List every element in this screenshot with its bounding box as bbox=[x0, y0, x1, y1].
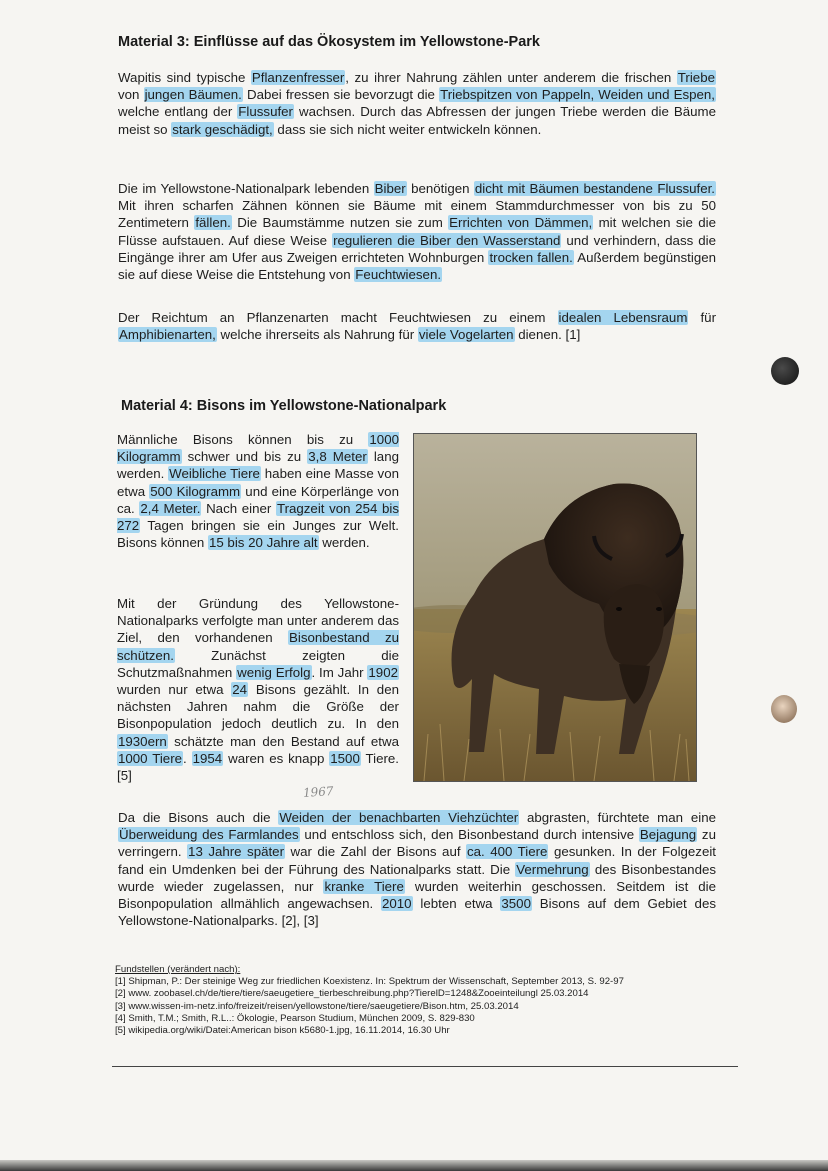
bison-illustration bbox=[414, 434, 696, 781]
highlighted-phrase: 24 bbox=[232, 682, 248, 698]
highlighted-phrase: 1954 bbox=[192, 750, 223, 766]
highlighted-phrase: kranke Tiere bbox=[324, 878, 404, 894]
material3-title: Material 3: Einflüsse auf das Ökosystem im Yellowstone-Park bbox=[118, 34, 541, 50]
highlighted-phrase: Vermehrung bbox=[516, 861, 589, 877]
highlighted-phrase: 1902 bbox=[368, 664, 398, 680]
highlighted-phrase: stark geschädigt, bbox=[172, 121, 273, 137]
highlighted-phrase: Flussufer bbox=[238, 104, 293, 120]
highlighted-phrase: 1500 bbox=[330, 750, 360, 766]
highlighted-phrase: jungen Bäumen. bbox=[144, 87, 242, 103]
material3-paragraph-wapitis: Wapitis sind typische Pflanzenfresser, zu ihrer Nahrung zählen unter anderem die frischen Triebe von jungen Bäumen. Dabei fressen sie bevorzugt die Triebspitzen von Pappeln, Weiden und Espen, welche entlang der Flussufer wachsen. Durch das Abfressen der jungen Triebe werden die Bäume meist so stark geschädigt, dass sie sich nicht weiter entwickeln können. bbox=[118, 70, 716, 137]
material4-paragraph-bejagung: Da die Bisons auch die Weiden der benachbarten Viehzüchter abgrasten, fürchtete man eine Überweidung des Farmlandes und entschloss sich, den Bisonbestand durch intensive Bejagung zu verringern. 13 Jahre später war die Zahl der Bisons auf ca. 400 Tiere gesunken. In der Folgezeit fand ein Umdenken bei der Führung des Nationalparks statt. Die Vermehrung des Bisonbestandes wurde wieder zugelassen, nur kranke Tiere wurden weiterhin geschossen. Seitdem ist die Bisonpopulation allmählich angewachsen. 2010 lebten etwa 3500 Bisons auf dem Gebiet des Yellowstone-Nationalparks. [2], [3] bbox=[118, 810, 717, 929]
highlighted-phrase: 13 Jahre später bbox=[188, 844, 285, 860]
highlighted-phrase: Feuchtwiesen. bbox=[355, 267, 442, 283]
highlighted-phrase: Überweidung des Farmlandes bbox=[119, 827, 299, 843]
highlighted-phrase: 1000 Tiere bbox=[118, 750, 183, 766]
highlighted-phrase: 2010 bbox=[382, 896, 412, 912]
highlighted-phrase: viele Vogelarten bbox=[418, 327, 514, 343]
highlighted-phrase: Biber bbox=[374, 181, 406, 196]
highlighted-phrase: 2,4 Meter. bbox=[140, 500, 201, 516]
references bbox=[115, 964, 755, 1037]
highlighted-phrase: fällen. bbox=[195, 215, 231, 231]
highlighted-phrase: Tragzeit von 254 bis 272 bbox=[117, 500, 399, 534]
material4-paragraph-geschichte: Mit der Gründung des Yellowstone-Nationalparks verfolgte man unter anderem das Ziel, den vorhandenen Bisonbestand zu schützen. Zunächst zeigten die Schutzmaßnahmen wenig Erfolg. Im Jahr 1902 wurden nur etwa 24 Bisons gezählt. In den nächsten Jahren nahm die Größe der Bisonpopulation jedoch deutlich zu. In den 1930ern schätzte man den Bestand auf etwa 1000 Tiere. 1954 waren es knapp 1500 Tiere. [5] bbox=[117, 596, 400, 784]
reference-item: [3] www.wissen-im-netz.info/freizeit/reisen/yellowstone/tiere/saeugetiere/Bison.htm, 25.03.2014 bbox=[115, 1000, 519, 1012]
highlighted-phrase: 3,8 Meter bbox=[308, 449, 367, 465]
material3-paragraph-feuchtwiesen: Der Reichtum an Pflanzenarten macht Feuchtwiesen zu einem idealen Lebensraum für Amphibienarten, welche ihrerseits als Nahrung für viele Vogelarten dienen. [1] bbox=[118, 310, 716, 343]
material3-paragraph-biber: Die im Yellowstone-Nationalpark lebenden Biber benötigen dicht mit Bäumen bestandene Flussufer. Mit ihren scharfen Zähnen können sie Bäume mit einem Stammdurchmesser von bis zu 50 Zentimetern fällen. Die Baumstämme nutzen sie zum Errichten von Dämmen, mit welchen sie die Flüsse aufstauen. Auf diese Weise regulieren die Biber den Wasserstand und verhindern, dass die Eingänge ihrer am Ufer aus Zweigen errichteten Wohnburgen trocken fallen. Außerdem begünstigen sie auf diese Weise die Entstehung von Feuchtwiesen. bbox=[118, 181, 717, 283]
highlighted-phrase: Weiden der benachbarten Viehzüchter bbox=[279, 810, 519, 825]
bison-photo bbox=[413, 433, 697, 782]
highlighted-phrase: 500 Kilogramm bbox=[150, 483, 241, 499]
punch-hole-bottom bbox=[771, 695, 797, 723]
material4-title: Material 4: Bisons im Yellowstone-Nationalpark bbox=[121, 398, 447, 414]
highlighted-phrase: trocken fallen. bbox=[489, 249, 573, 265]
highlighted-phrase: 1000 Kilogramm bbox=[117, 432, 399, 465]
highlighted-phrase: idealen Lebensraum bbox=[558, 310, 688, 325]
highlighted-phrase: wenig Erfolg bbox=[237, 664, 311, 680]
reference-item: [5] wikipedia.org/wiki/Datei:American bison k5680-1.jpg, 16.11.2014, 16.30 Uhr bbox=[115, 1025, 450, 1037]
reference-item: [1] Shipman, P.: Der steinige Weg zur friedlichen Koexistenz. In: Spektrum der Wissenschaft, September 2013, S. 92-97 bbox=[115, 976, 624, 988]
highlighted-phrase: Triebe bbox=[677, 70, 715, 85]
highlighted-phrase: Bisonbestand zu schützen. bbox=[117, 630, 399, 663]
highlighted-phrase: dicht mit Bäumen bestandene Flussufer. bbox=[474, 181, 715, 196]
highlighted-phrase: 1930ern bbox=[118, 733, 167, 749]
highlighted-phrase: 3500 bbox=[501, 896, 531, 912]
highlighted-phrase: Weibliche Tiere bbox=[169, 466, 260, 482]
reference-item: [2] www. zoobasel.ch/de/tiere/tiere/saeugetiere_tierbeschreibung.php?TierelD=1248&Zooeinteilungl 25.03.2014 bbox=[115, 988, 589, 1000]
punch-hole-top bbox=[771, 357, 799, 385]
page-edge-shadow bbox=[0, 1160, 828, 1171]
handwritten-note: 1967 bbox=[302, 783, 334, 801]
highlighted-phrase: Errichten von Dämmen, bbox=[449, 215, 593, 231]
reference-item: [4] Smith, T.M.; Smith, R.L..: Ökologie, Pearson Studium, München 2009, S. 829-830 bbox=[115, 1012, 475, 1024]
highlighted-phrase: Bejagung bbox=[639, 827, 697, 843]
highlighted-phrase: Pflanzenfresser bbox=[251, 70, 345, 85]
highlighted-phrase: 15 bis 20 Jahre alt bbox=[208, 535, 318, 551]
footer-divider bbox=[112, 1066, 738, 1067]
highlighted-phrase: regulieren die Biber den Wasserstand bbox=[333, 232, 561, 248]
highlighted-phrase: Triebspitzen von Pappeln, Weiden und Espen, bbox=[440, 87, 715, 103]
highlighted-phrase: Amphibienarten, bbox=[119, 327, 216, 343]
references-title: Fundstellen (verändert nach): bbox=[115, 964, 241, 975]
material4-paragraph-merkmale: Männliche Bisons können bis zu 1000 Kilogramm schwer und bis zu 3,8 Meter lang werden. Weibliche Tiere haben eine Masse von etwa 500 Kilogramm und eine Körperlänge von ca. 2,4 Meter. Nach einer Tragzeit von 254 bis 272 Tagen bringen sie ein Junges zur Welt. Bisons können 15 bis 20 Jahre alt werden. bbox=[117, 432, 399, 551]
highlighted-phrase: ca. 400 Tiere bbox=[467, 844, 548, 860]
